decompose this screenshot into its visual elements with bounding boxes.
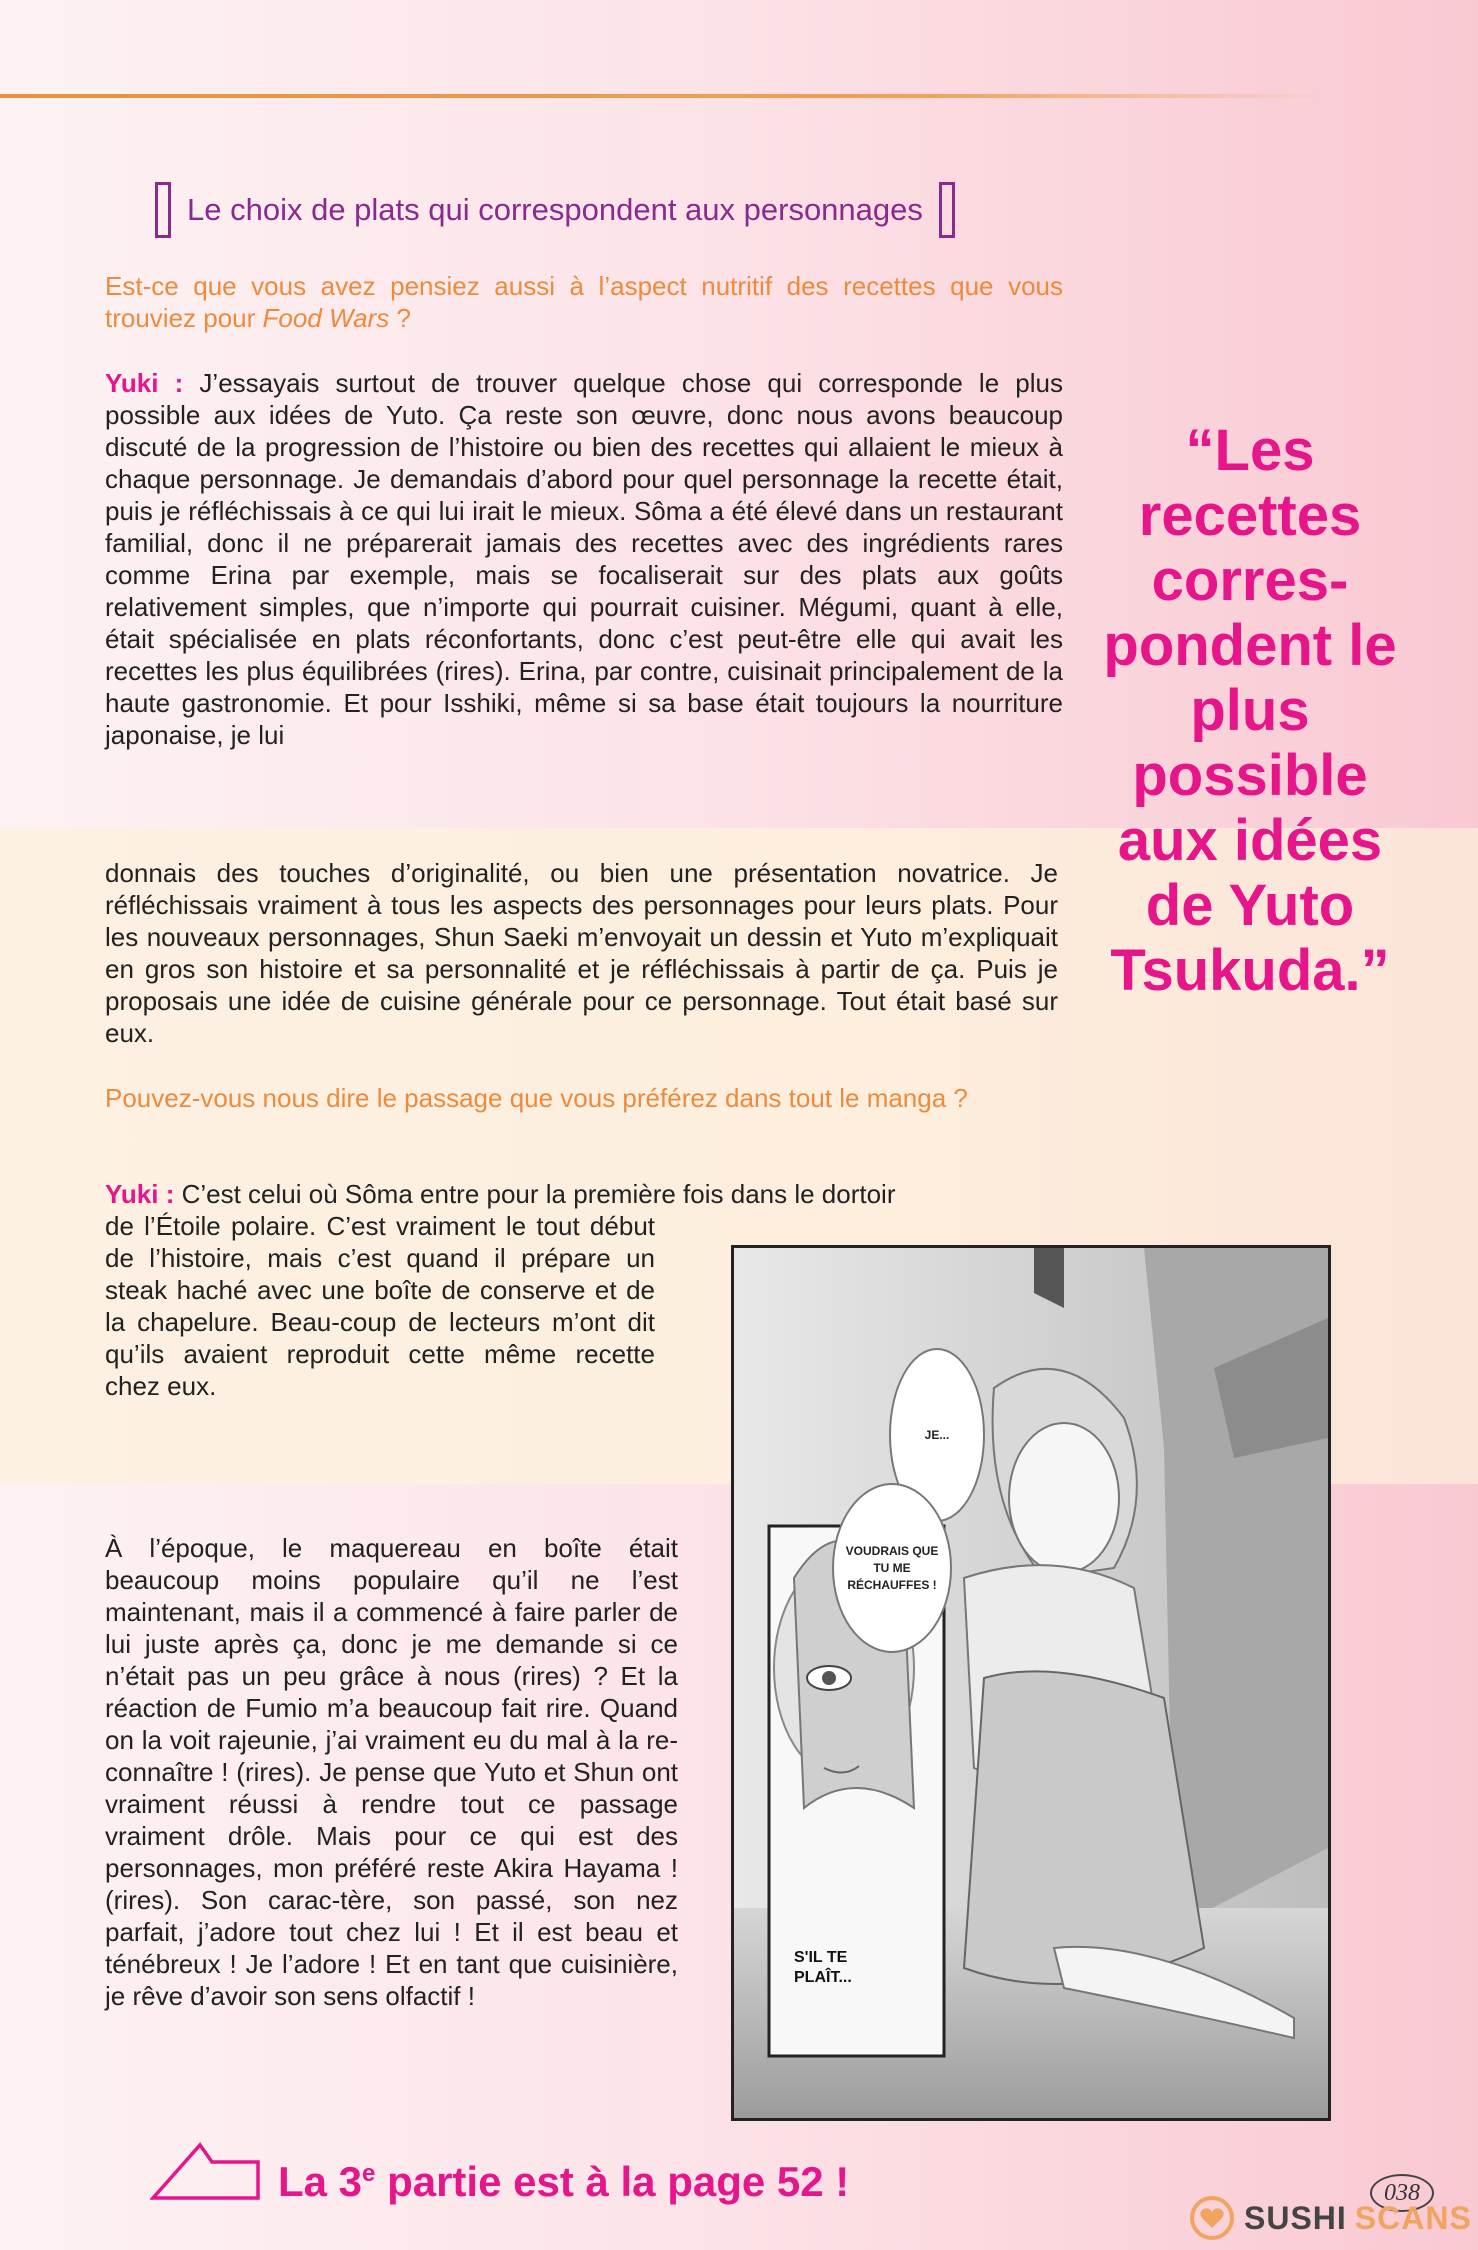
manga-panel-illustration: [731, 1245, 1331, 2121]
answer-1-part-2: donnais des touches d’originalité, ou bien une présentation novatrice. Je réfléchissais vraiment à tous les aspects des personnages pour leurs plats. Pour les nouveaux personnages, Shun Saeki m’envoyait un dessin et Yuto m’expliquait en gros son histoire et sa personnalité et je réfléchissais à partir de ça. Puis je proposais une idée de cuisine générale pour ce personnage. Tout était basé sur eux.: [105, 858, 1058, 1048]
right-bracket-decoration: [939, 182, 955, 238]
page-number: 038: [1370, 2174, 1434, 2212]
speech-bubble-1: JE...: [889, 1348, 985, 1522]
continue-notice: [278, 2158, 849, 2206]
speaker-label: Yuki :: [105, 1179, 175, 1209]
speech-bubble-2: VOUDRAIS QUE TU ME RÉCHAUFFES !: [832, 1483, 952, 1653]
heart-sushi-icon: [1190, 2196, 1234, 2240]
question-1: [105, 270, 1063, 334]
question-2: Pouvez-vous nous dire le passage que vous préférez dans tout le manga ?: [105, 1083, 968, 1113]
continue-prefix: La 3: [278, 2158, 363, 2205]
logo-text-scans: SCANS: [1354, 2199, 1472, 2236]
answer-1-text-1: J’essayais surtout de trouver quelque chose qui corresponde le plus possible aux idées de Yuto. Ça reste son œuvre, donc nous avons beaucoup discuté de la progression de l’histoire ou bien des recettes qui allaient le mieux à chaque personnage. Je demandais d’abord pour quel personnage la recette était, puis je réfléchissais à ce qui lui irait le mieux. Sôma a été élevé dans un restaurant familial, donc il ne préparerait jamais des recettes avec des ingrédients rares comme Erina par exemple, mais se focaliserait sur des plats aux goûts relativement simples, que n’importe qui pourrait cuisiner. Mégumi, quant à elle, était spécialisée en plats réconfortants, donc c’est peut-être elle qui avait les recettes les plus équilibrées (rires). Erina, par contre, cuisinait principalement de la haute gastronomie. Et pour Isshiki, même si sa base était toujours la nourriture japonaise, je lui: [105, 368, 1064, 750]
question-1-end: ?: [389, 303, 411, 333]
pull-quote: “Les recettes corres-pondent le plus possible aux idées de Yuto Tsukuda.”: [1103, 418, 1397, 1003]
answer-2-part-1: de l’Étoile polaire. C’est vraiment le tout début de l’histoire, mais c’est quand il prépare un steak haché avec une boîte de conserve et de la chapelure. Beau-coup de lecteurs m’ont dit qu’ils avaient reproduit cette même recette chez eux.: [105, 1211, 655, 1401]
scanlation-logo: [1190, 2196, 1472, 2240]
continue-suffix: partie est à la page 52 !: [375, 2158, 850, 2205]
section-title-text: Le choix de plats qui correspondent aux personnages: [187, 192, 923, 227]
answer-1-part-1: [105, 367, 1063, 751]
answer-2-first-line: [105, 1178, 1058, 1210]
question-1-text: Est-ce que vous avez pensiez aussi à l’aspect nutritif des recettes que vous trouviez pour: [105, 271, 1063, 333]
arrow-icon: [150, 2140, 262, 2202]
answer-2-line-1: C’est celui où Sôma entre pour la première fois dans le dortoir: [174, 1179, 896, 1209]
logo-text-sushi: SUSHI: [1244, 2199, 1347, 2236]
sound-effect-text: S'IL TE PLAÎT...: [794, 1949, 852, 1986]
continue-superscript: e: [362, 2160, 376, 2187]
section-title: [155, 180, 955, 240]
header-rule: [0, 94, 1330, 98]
answer-2-part-2: À l’époque, le maquereau en boîte était beaucoup moins populaire qu’il ne l’est maintenant, mais il a commencé à faire parler de lui juste après ça, donc je me demande si ce n’était pas un peu grâce à nous (rires) ? Et la réaction de Fumio m’a beaucoup fait rire. Quand on la voit rajeunie, j’ai vraiment eu du mal à la re-connaître ! (rires). Je pense que Yuto et Shun ont vraiment réussi à rendre tout ce passage vraiment drôle. Mais pour ce qui est des personnages, mon préféré reste Akira Hayama ! (rires). Son carac-tère, son passé, son nez parfait, j’adore tout chez lui ! Et il est beau et ténébreux ! Je l’adore ! Et en tant que cuisinière, je rêve d’avoir son sens olfactif !: [105, 1533, 678, 2011]
speaker-label: Yuki :: [105, 368, 184, 398]
left-bracket-decoration: [155, 182, 171, 238]
question-1-title: Food Wars: [262, 303, 390, 333]
